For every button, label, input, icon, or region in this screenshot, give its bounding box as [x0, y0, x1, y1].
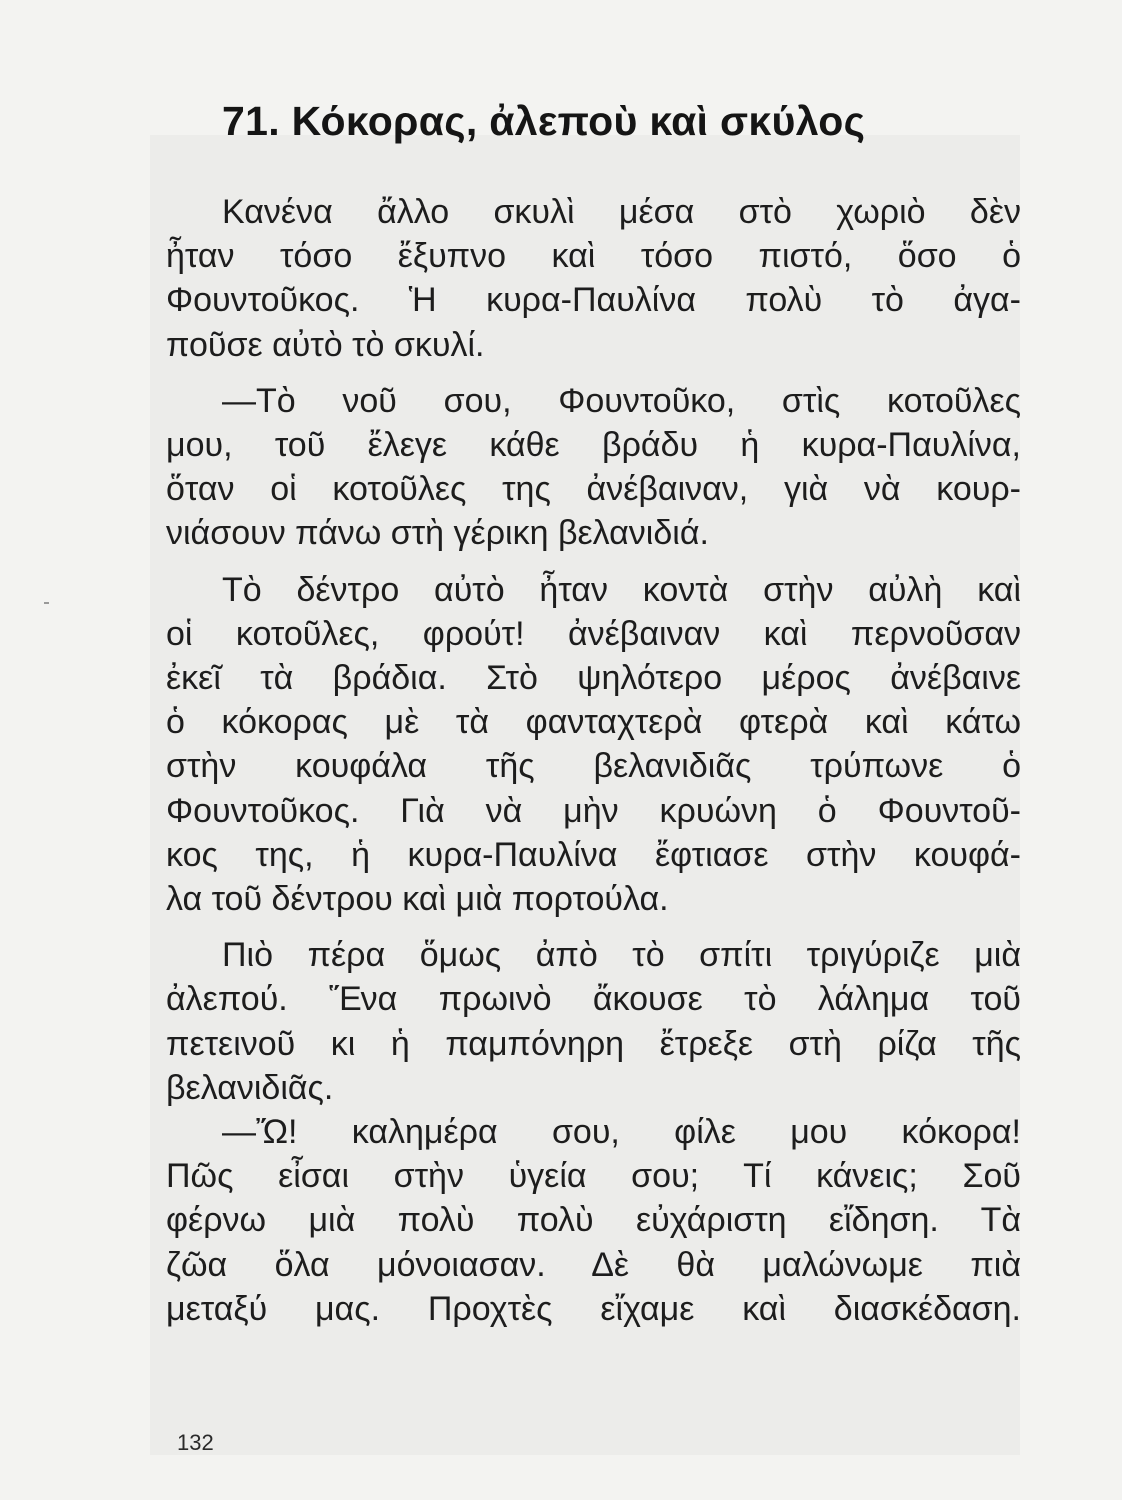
- text-line: στὴν κουφάλα τῆς βελανιδιᾶς τρύπωνε ὁ: [166, 747, 1021, 786]
- paragraph-3: [166, 568, 1021, 922]
- text-line: νιάσουν πάνω στὴ γέρικη βελανιδιά.: [166, 514, 709, 553]
- text-line: ἐκεῖ τὰ βράδια. Στὸ ψηλότερο μέρος ἀνέβαινε: [166, 659, 1021, 698]
- text-line: Τὸ δέντρο αὐτὸ ἦταν κοντὰ στὴν αὐλὴ καὶ: [222, 570, 1021, 609]
- text-line: μου, τοῦ ἔλεγε κάθε βράδυ ἡ κυρα-Παυλίνα,: [166, 426, 1021, 465]
- text-line: ζῶα ὅλα μόνοιασαν. Δὲ θὰ μαλώνωμε πιὰ: [166, 1245, 1021, 1284]
- paragraph-1: [166, 190, 1021, 367]
- text-line: ποῦσε αὐτὸ τὸ σκυλί.: [166, 325, 485, 364]
- text-line: φέρνω μιὰ πολὺ πολὺ εὐχάριστη εἴδηση. Τὰ: [166, 1201, 1021, 1240]
- text-line: ἀλεπού. Ἕνα πρωινὸ ἄκουσε τὸ λάλημα τοῦ: [166, 980, 1021, 1019]
- text-line: ἦταν τόσο ἔξυπνο καὶ τόσο πιστό, ὅσο ὁ: [166, 237, 1021, 276]
- chapter-title: 71. Κόκορας, ἀλεποὺ καὶ σκύλος: [222, 98, 866, 144]
- paragraph-5: [166, 1110, 1021, 1331]
- text-line: βελανιδιᾶς.: [166, 1068, 334, 1107]
- margin-mark: [44, 602, 49, 604]
- text-line: ὅταν οἱ κοτοῦλες της ἀνέβαιναν, γιὰ νὰ κουρ-: [166, 470, 1021, 509]
- text-line: Φουντοῦκος. Ἡ κυρα-Παυλίνα πολὺ τὸ ἀγα-: [166, 281, 1021, 320]
- text-line: πετεινοῦ κι ἡ παμπόνηρη ἔτρεξε στὴ ρίζα τῆς: [166, 1024, 1021, 1063]
- story-text: [166, 190, 1021, 1331]
- text-line: Πιὸ πέρα ὅμως ἀπὸ τὸ σπίτι τριγύριζε μιὰ: [222, 936, 1021, 975]
- paragraph-4: [166, 933, 1021, 1110]
- text-line: —Τὸ νοῦ σου, Φουντοῦκο, στὶς κοτοῦλες: [222, 381, 1021, 420]
- page-number: 132: [177, 1430, 214, 1455]
- text-line: Πῶς εἶσαι στὴν ὑγεία σου; Τί κάνεις; Σοῦ: [166, 1157, 1021, 1196]
- text-line: ὁ κόκορας μὲ τὰ φανταχτερὰ φτερὰ καὶ κάτω: [166, 703, 1021, 742]
- text-line: Φουντοῦκος. Γιὰ νὰ μὴν κρυώνη ὁ Φουντοῦ-: [166, 791, 1021, 830]
- text-line: λα τοῦ δέντρου καὶ μιὰ πορτούλα.: [166, 880, 669, 919]
- text-line: —Ὤ! καλημέρα σου, φίλε μου κόκορα!: [222, 1113, 1021, 1152]
- text-line: Κανένα ἄλλο σκυλὶ μέσα στὸ χωριὸ δὲν: [222, 193, 1021, 231]
- text-line: μεταξύ μας. Προχτὲς εἴχαμε καὶ διασκέδαση.: [166, 1289, 1021, 1328]
- paragraph-2: [166, 379, 1021, 556]
- text-line: κος της, ἡ κυρα-Παυλίνα ἔφτιασε στὴν κουφά-: [166, 835, 1021, 874]
- text-line: οἱ κοτοῦλες, φρούτ! ἀνέβαιναν καὶ περνοῦσαν: [166, 614, 1021, 653]
